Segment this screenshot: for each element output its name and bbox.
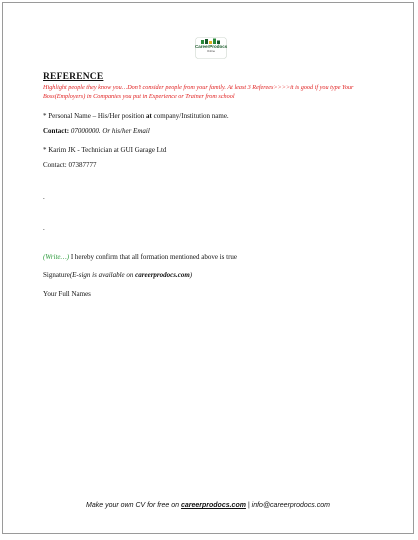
contact-value: 07000000. Or his/her Email — [69, 127, 150, 135]
careerprodocs-logo — [195, 37, 227, 59]
footer-suffix: | info@careerprodocs.com — [245, 502, 330, 509]
referee-template-prefix: * Personal Name – His/Her position — [43, 112, 147, 120]
blank-line-2: . — [43, 224, 45, 232]
footer-prefix: Make your own CV for free on — [86, 502, 181, 509]
full-names-line: Your Full Names — [43, 290, 91, 298]
signature-hint-site: careerprodocs.com — [135, 271, 190, 279]
referee-template-suffix: company/Institution name. — [151, 112, 229, 120]
blank-line-1: . — [43, 193, 45, 201]
declaration-line — [43, 253, 237, 262]
signature-line — [43, 271, 192, 280]
section-title-reference: REFERENCE — [43, 72, 104, 82]
write-hint: (Write…) — [43, 253, 70, 261]
signature-hint-prefix: (E-sign is available on — [69, 271, 136, 279]
signature-label: Signature — [43, 271, 70, 279]
footer-site-link[interactable]: careerprodocs.com — [180, 502, 246, 509]
referee-template-line — [43, 112, 229, 121]
logo-brand-text: CareerProdocs — [195, 44, 228, 49]
signature-hint-suffix: ) — [189, 271, 193, 279]
referee-1-line: * Karim JK - Technician at GUI Garage Ltd — [43, 146, 167, 154]
reference-hint: Highlight people they know you…Don’t consider people from your family. At least 3 Referees>>>>it is good if you type Your Boss(Employers) in Companies you put in Experience or Trainer from school — [43, 84, 354, 100]
referee-1-contact: Contact: 07387777 — [43, 161, 97, 169]
contact-label: Contact: — [43, 127, 70, 135]
referee-template-at: at — [146, 112, 152, 120]
declaration-text: I hereby confirm that all formation mentioned above is true — [69, 253, 238, 261]
document-page — [2, 2, 414, 534]
page-footer — [3, 502, 413, 509]
referee-template-contact — [43, 127, 150, 136]
logo-tagline-text: Online — [206, 49, 216, 53]
